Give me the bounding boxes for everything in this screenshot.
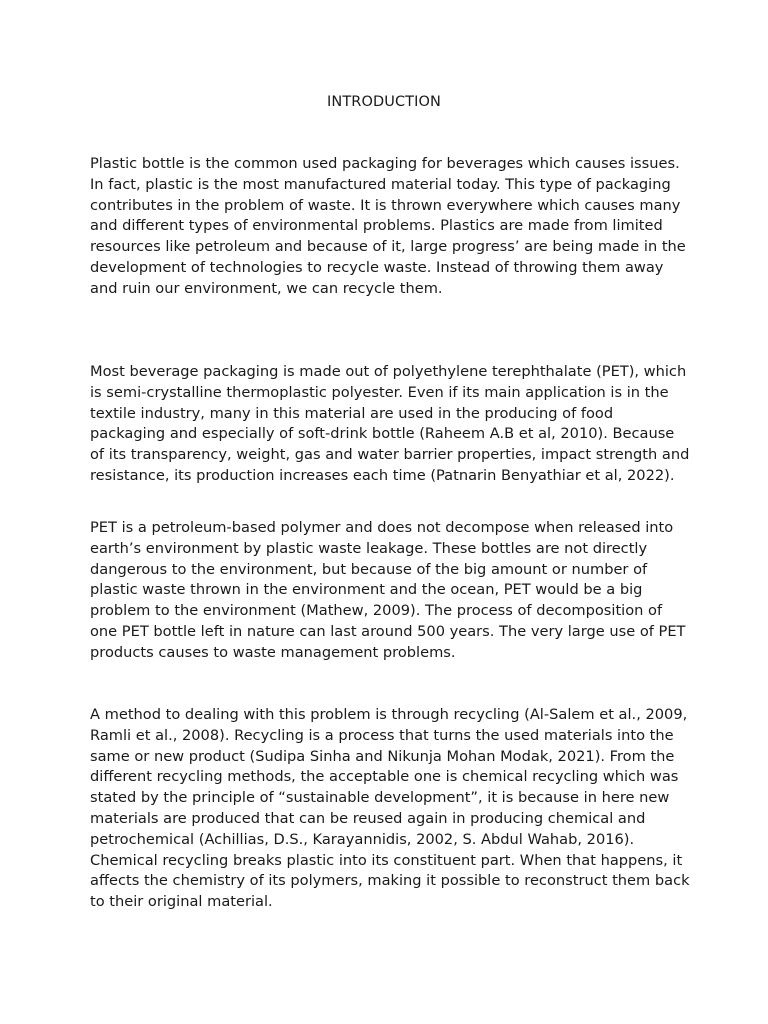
paragraph-recycling-method: A method to dealing with this problem is through recycling (Al-Salem et al., 2009, Ramli et al., 2008). Recycling is a process that turns the used materials into the same or new product (Sudipa Sinha and Nikunja Mohan Modak, 2021). From the different recycling methods, the acceptable one is chemical recycling which was stated by the principle of “sustainable development”, it is because in here new materials are produced that can be reused again in producing chemical and petrochemical (Achillias, D.S., Karayannidis, 2002, S. Abdul Wahab, 2016). Chemical recycling breaks plastic into its constituent part. When that happens, it affects the chemistry of its polymers, making it possible to reconstruct them back to their original material. [90, 706, 690, 911]
document-title: INTRODUCTION [327, 94, 441, 110]
paragraph-plastic-bottle: Plastic bottle is the common used packaging for beverages which causes issues. In fact, plastic is the most manufactured material today. This type of packaging contributes in the problem of waste. It is thrown everywhere which causes many and different types of environmental problems. Plastics are made from limited resources like petroleum and because of it, large progress’ are being made in the development of technologies to recycle waste. Instead of throwing them away and ruin our environment, we can recycle them. [90, 155, 686, 297]
paragraph-pet-environment: PET is a petroleum-based polymer and does not decompose when released into earth’s environment by plastic waste leakage. These bottles are not directly dangerous to the environment, but because of the big amount or number of plastic waste thrown in the environment and the ocean, PET would be a big problem to the environment (Mathew, 2009). The process of decomposition of one PET bottle left in nature can last around 500 years. The very large use of PET products causes to waste management problems. [90, 519, 686, 661]
paragraph-pet-packaging: Most beverage packaging is made out of polyethylene terephthalate (PET), which is semi-crystalline thermoplastic polyester. Even if its main application is in the textile industry, many in this material are used in the producing of food packaging and especially of soft-drink bottle (Raheem A.B et al, 2010). Because of its transparency, weight, gas and water barrier properties, impact strength and resistance, its production increases each time (Patnarin Benyathiar et al, 2022). [90, 363, 690, 484]
